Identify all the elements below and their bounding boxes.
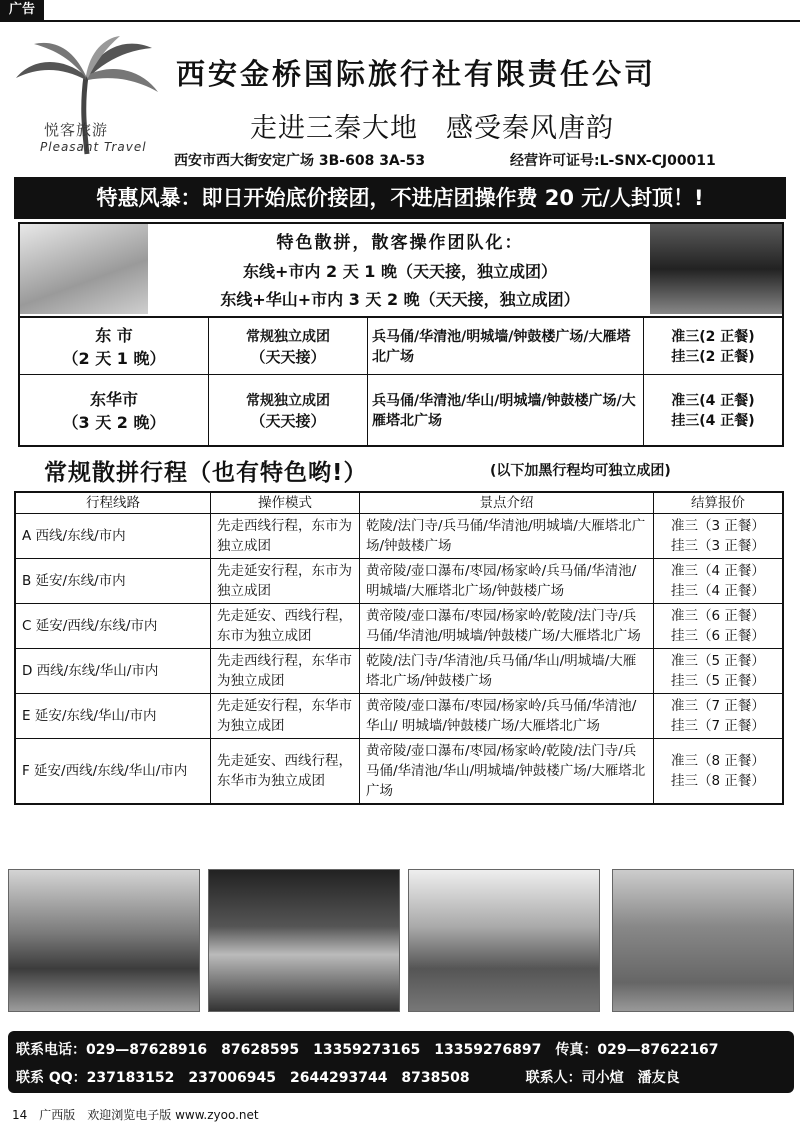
route-name: 东华市 xyxy=(89,390,138,409)
terracotta-photo xyxy=(20,224,148,314)
mode-text: 常规独立成团 xyxy=(246,328,330,345)
contact-phone-line: 联系电话：029—87628916 87628595 13359273165 13359276897 传真：029—87622167 xyxy=(16,1042,719,1058)
route-cell: E 延安/东线/华山/市内 xyxy=(15,694,211,739)
feature-title: 特色散拼，散客操作团队化： xyxy=(276,233,524,253)
price-cell xyxy=(654,649,784,694)
route-days: （2 天 1 晚） xyxy=(62,349,166,368)
ad-tag: 广告 xyxy=(0,0,44,20)
table-row xyxy=(19,317,783,375)
spots-cell: 乾陵/法门寺/华清池/兵马俑/华山/明城墙/大雁塔北广场/钟鼓楼广场 xyxy=(360,649,654,694)
feature-line-1: 东线+市内 2 天 1 晚（天天接，独立成团） xyxy=(243,262,557,281)
night-palace-photo xyxy=(650,224,782,314)
address: 西安市西大街安定广场 3B-608 3A-53 xyxy=(174,153,426,169)
spots-cell: 乾陵/法门寺/兵马俑/华清池/明城墙/大雁塔北广场/钟鼓楼广场 xyxy=(360,514,654,559)
table-row xyxy=(15,559,783,604)
price-standard: 准三（7 正餐） xyxy=(671,698,765,714)
price-standard: 准三（3 正餐） xyxy=(671,518,765,534)
price-standard: 准三(2 正餐) xyxy=(671,329,755,345)
price-standard: 准三（6 正餐） xyxy=(671,608,765,624)
company-name: 西安金桥国际旅行社有限责任公司 xyxy=(176,57,657,91)
fountain-show-photo xyxy=(208,869,400,1012)
price-listed: 挂三（4 正餐） xyxy=(671,583,765,599)
price-listed: 挂三（3 正餐） xyxy=(671,538,765,554)
page-footer: 14 广西版 欢迎浏览电子版 www.zyoo.net xyxy=(12,1108,259,1122)
mode-cell: 先走延安、西线行程，东市为独立成团 xyxy=(211,604,360,649)
price-standard: 准三（4 正餐） xyxy=(671,563,765,579)
price-cell xyxy=(654,559,784,604)
price-listed: 挂三（5 正餐） xyxy=(671,673,765,689)
header-price: 结算报价 xyxy=(654,492,784,514)
mode-cell: 先走延安行程，东华市为独立成团 xyxy=(211,694,360,739)
mode-cell: 先走西线行程，东华市为独立成团 xyxy=(211,649,360,694)
logo-english-name: Pleasant Travel xyxy=(40,140,147,154)
price-cell xyxy=(644,375,784,447)
mode-cell: 先走延安、西线行程，东华市为独立成团 xyxy=(211,739,360,805)
route-days: （3 天 2 晚） xyxy=(62,413,166,432)
table-row xyxy=(15,604,783,649)
spots-cell: 黄帝陵/壶口瀑布/枣园/杨家岭/乾陵/法门寺/兵马俑/华清池/明城墙/钟鼓楼广场/大雁塔北广场 xyxy=(360,604,654,649)
price-cell xyxy=(654,604,784,649)
price-cell xyxy=(654,739,784,805)
route-cell: C 延安/西线/东线/市内 xyxy=(15,604,211,649)
palace-rock-photo xyxy=(8,869,200,1012)
header-spots: 景点介绍 xyxy=(360,492,654,514)
price-cell xyxy=(644,317,784,375)
mode-cell xyxy=(209,317,368,375)
license-number: 经营许可证号:L-SNX-CJ00011 xyxy=(510,153,716,169)
top-divider xyxy=(0,20,800,22)
price-listed: 挂三(2 正餐) xyxy=(671,349,755,365)
pagoda-photo xyxy=(408,869,600,1012)
price-listed: 挂三（6 正餐） xyxy=(671,628,765,644)
promo-banner: 特惠风暴：即日开始底价接团，不进店团操作费 20 元/人封顶！! xyxy=(14,177,786,219)
route-cell: F 延安/西线/东线/华山/市内 xyxy=(15,739,211,805)
mode-cell: 先走西线行程，东市为独立成团 xyxy=(211,514,360,559)
price-standard: 准三（5 正餐） xyxy=(671,653,765,669)
table-row xyxy=(15,739,783,805)
route-cell: B 延安/东线/市内 xyxy=(15,559,211,604)
route-name-cell xyxy=(19,317,209,375)
contact-qq-line: 联系 QQ：237183152 237006945 2644293744 8738508 联系人：司小煊 潘友良 xyxy=(16,1070,680,1086)
table-row xyxy=(15,649,783,694)
price-standard: 准三（8 正餐） xyxy=(671,753,765,769)
regular-section-title: 常规散拼行程（也有特色哟!） xyxy=(44,460,368,486)
featured-routes-table xyxy=(18,316,784,447)
regular-routes-table xyxy=(14,491,784,805)
mode-note: （天天接） xyxy=(250,347,326,366)
table-row xyxy=(15,694,783,739)
feature-line-2: 东线+华山+市内 3 天 2 晚（天天接，独立成团） xyxy=(220,290,580,309)
header-mode: 操作模式 xyxy=(211,492,360,514)
table-row xyxy=(19,375,783,447)
terracotta-warriors-photo xyxy=(612,869,794,1012)
spots-cell: 兵马俑/华清池/华山/明城墙/钟鼓楼广场/大雁塔北广场 xyxy=(368,375,644,447)
mode-text: 常规独立成团 xyxy=(246,392,330,409)
mode-cell: 先走延安行程，东市为独立成团 xyxy=(211,559,360,604)
spots-cell: 黄帝陵/壶口瀑布/枣园/杨家岭/乾陵/法门寺/兵马俑/华清池/华山/明城墙/钟鼓楼广场/大雁塔北广场 xyxy=(360,739,654,805)
table-header-row xyxy=(15,492,783,514)
spots-cell: 兵马俑/华清池/明城墙/钟鼓楼广场/大雁塔北广场 xyxy=(368,317,644,375)
spots-cell: 黄帝陵/壶口瀑布/枣园/杨家岭/兵马俑/华清池/华山/ 明城墙/钟鼓楼广场/大雁塔北广场 xyxy=(360,694,654,739)
price-standard: 准三(4 正餐) xyxy=(671,393,755,409)
logo-chinese-name: 悦客旅游 xyxy=(44,121,109,139)
mode-cell xyxy=(209,375,368,447)
route-cell: D 西线/东线/华山/市内 xyxy=(15,649,211,694)
slogan: 走进三秦大地 感受秦风唐韵 xyxy=(250,113,614,144)
mode-note: （天天接） xyxy=(250,411,326,430)
price-listed: 挂三（7 正餐） xyxy=(671,718,765,734)
table-row xyxy=(15,514,783,559)
spots-cell: 黄帝陵/壶口瀑布/枣园/杨家岭/兵马俑/华清池/明城墙/大雁塔北广场/钟鼓楼广场 xyxy=(360,559,654,604)
route-name: 东 市 xyxy=(95,326,133,345)
route-cell: A 西线/东线/市内 xyxy=(15,514,211,559)
price-cell xyxy=(654,514,784,559)
header-route: 行程线路 xyxy=(15,492,211,514)
route-name-cell xyxy=(19,375,209,447)
regular-section-note: (以下加黑行程均可独立成团) xyxy=(490,463,671,479)
price-cell xyxy=(654,694,784,739)
price-listed: 挂三（8 正餐） xyxy=(671,773,765,789)
price-listed: 挂三(4 正餐) xyxy=(671,413,755,429)
